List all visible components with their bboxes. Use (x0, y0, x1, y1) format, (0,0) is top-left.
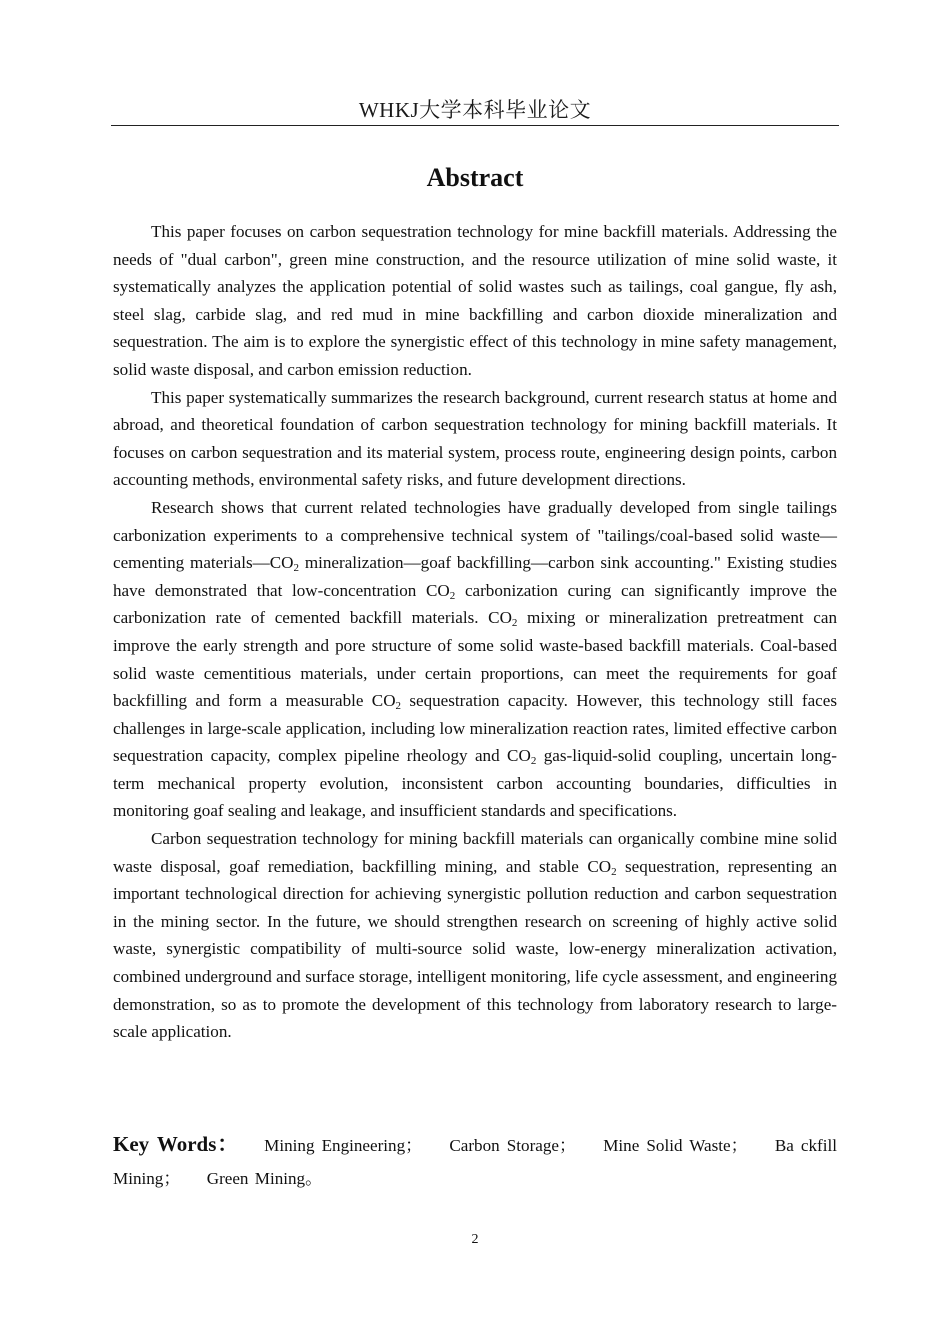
paragraph-text: sequestration, representing an important technological direction for achieving synergistic pollution reduction and carbon sequestration in the mining sector. In the future, we should strengthen research on screening of highly active solid waste, synergistic compatibility of multi-source solid waste, low-energy mineralization activation, combined underground and surface storage, intelligent monitoring, life cycle assessment, and engineering demonstration, so as to promote the development of this technology from laboratory research to large-scale application. (113, 856, 837, 1042)
keywords-label: Key Words： (113, 1132, 240, 1156)
keyword-item: Ba ckfill Mining； (113, 1136, 837, 1188)
paragraph-text: carbonization curing can significantly improve the carbonization rate of cemented backfill materials. CO (113, 580, 837, 628)
abstract-paragraph-2 (113, 384, 837, 494)
co2-subscript: 2 (511, 617, 518, 630)
paragraph-text: This paper focuses on carbon sequestration technology for mine backfill materials. Addressing the needs of "dual carbon", green mine construction, and the resource utilization of mine solid waste, it systematically analyzes the application potential of solid wastes such as tailings, coal gangue, fly ash, steel slag, carbide slag, and red mud in mine backfilling and carbon dioxide mineralization and sequestration. The aim is to explore the synergistic effect of this technology in mine safety management, solid waste disposal, and carbon emission reduction. (113, 222, 837, 379)
co2-subscript: 2 (293, 562, 300, 575)
co2-subscript: 2 (395, 700, 402, 713)
abstract-title: Abstract (426, 163, 524, 192)
paragraph-text: sequestration capacity. However, this technology still faces challenges in large-scale application, including low mineralization reaction rates, limited effective carbon sequestration capacity, complex pipeline rheology and CO (113, 691, 837, 766)
co2-subscript: 2 (530, 755, 537, 768)
paragraph-text: mixing or mineralization pretreatment can improve the early strength and pore structure of some solid waste-based backfill materials. Coal-based solid waste cementitious materials, under certain proportions, can meet the requirements for goaf backfilling and form a measurable CO (113, 608, 837, 711)
abstract-paragraph-4 (113, 825, 837, 1046)
header-divider (111, 125, 839, 126)
paragraph-text: Carbon sequestration technology for mining backfill materials can organically combine mine solid waste disposal, goaf remediation, backfilling mining, and stable CO (113, 829, 837, 876)
co2-subscript: 2 (611, 865, 617, 878)
paragraph-text: Research shows that current related technologies have gradually developed from single tailings carbonization experiments to a comprehensive technical system of "tailings/coal-based solid waste—cementing materials—CO (113, 497, 837, 573)
keyword-item: Green Mining。 (206, 1169, 323, 1188)
paragraph-text: mineralization—goaf backfilling—carbon sink accounting." Existing studies have demonstrated that low-concentration CO (113, 553, 837, 600)
keyword-item: Mining Engineering； (264, 1136, 423, 1155)
abstract-body (113, 218, 837, 1046)
page-number: 2 (471, 1232, 479, 1247)
paragraph-text: This paper systematically summarizes the research background, current research status at home and abroad, and theoretical foundation of carbon sequestration technology for mining backfill materials. It focuses on carbon sequestration and its material system, process route, engineering design points, carbon accounting methods, environmental safety risks, and future development directions. (113, 387, 837, 490)
paragraph-text: gas-liquid-solid coupling, uncertain long-term mechanical property evolution, inconsistent carbon accounting boundaries, difficulties in monitoring goaf sealing and leakage, and insufficient standards and specifications. (113, 746, 837, 821)
keyword-item: Carbon Storage； (449, 1136, 577, 1155)
keyword-item: Mine Solid Waste； (603, 1136, 748, 1155)
co2-subscript: 2 (449, 589, 456, 602)
keywords-section (113, 1128, 837, 1195)
abstract-paragraph-1 (113, 218, 837, 384)
page-header: WHKJ大学本科毕业论文 (358, 98, 592, 122)
abstract-paragraph-3 (113, 494, 837, 825)
